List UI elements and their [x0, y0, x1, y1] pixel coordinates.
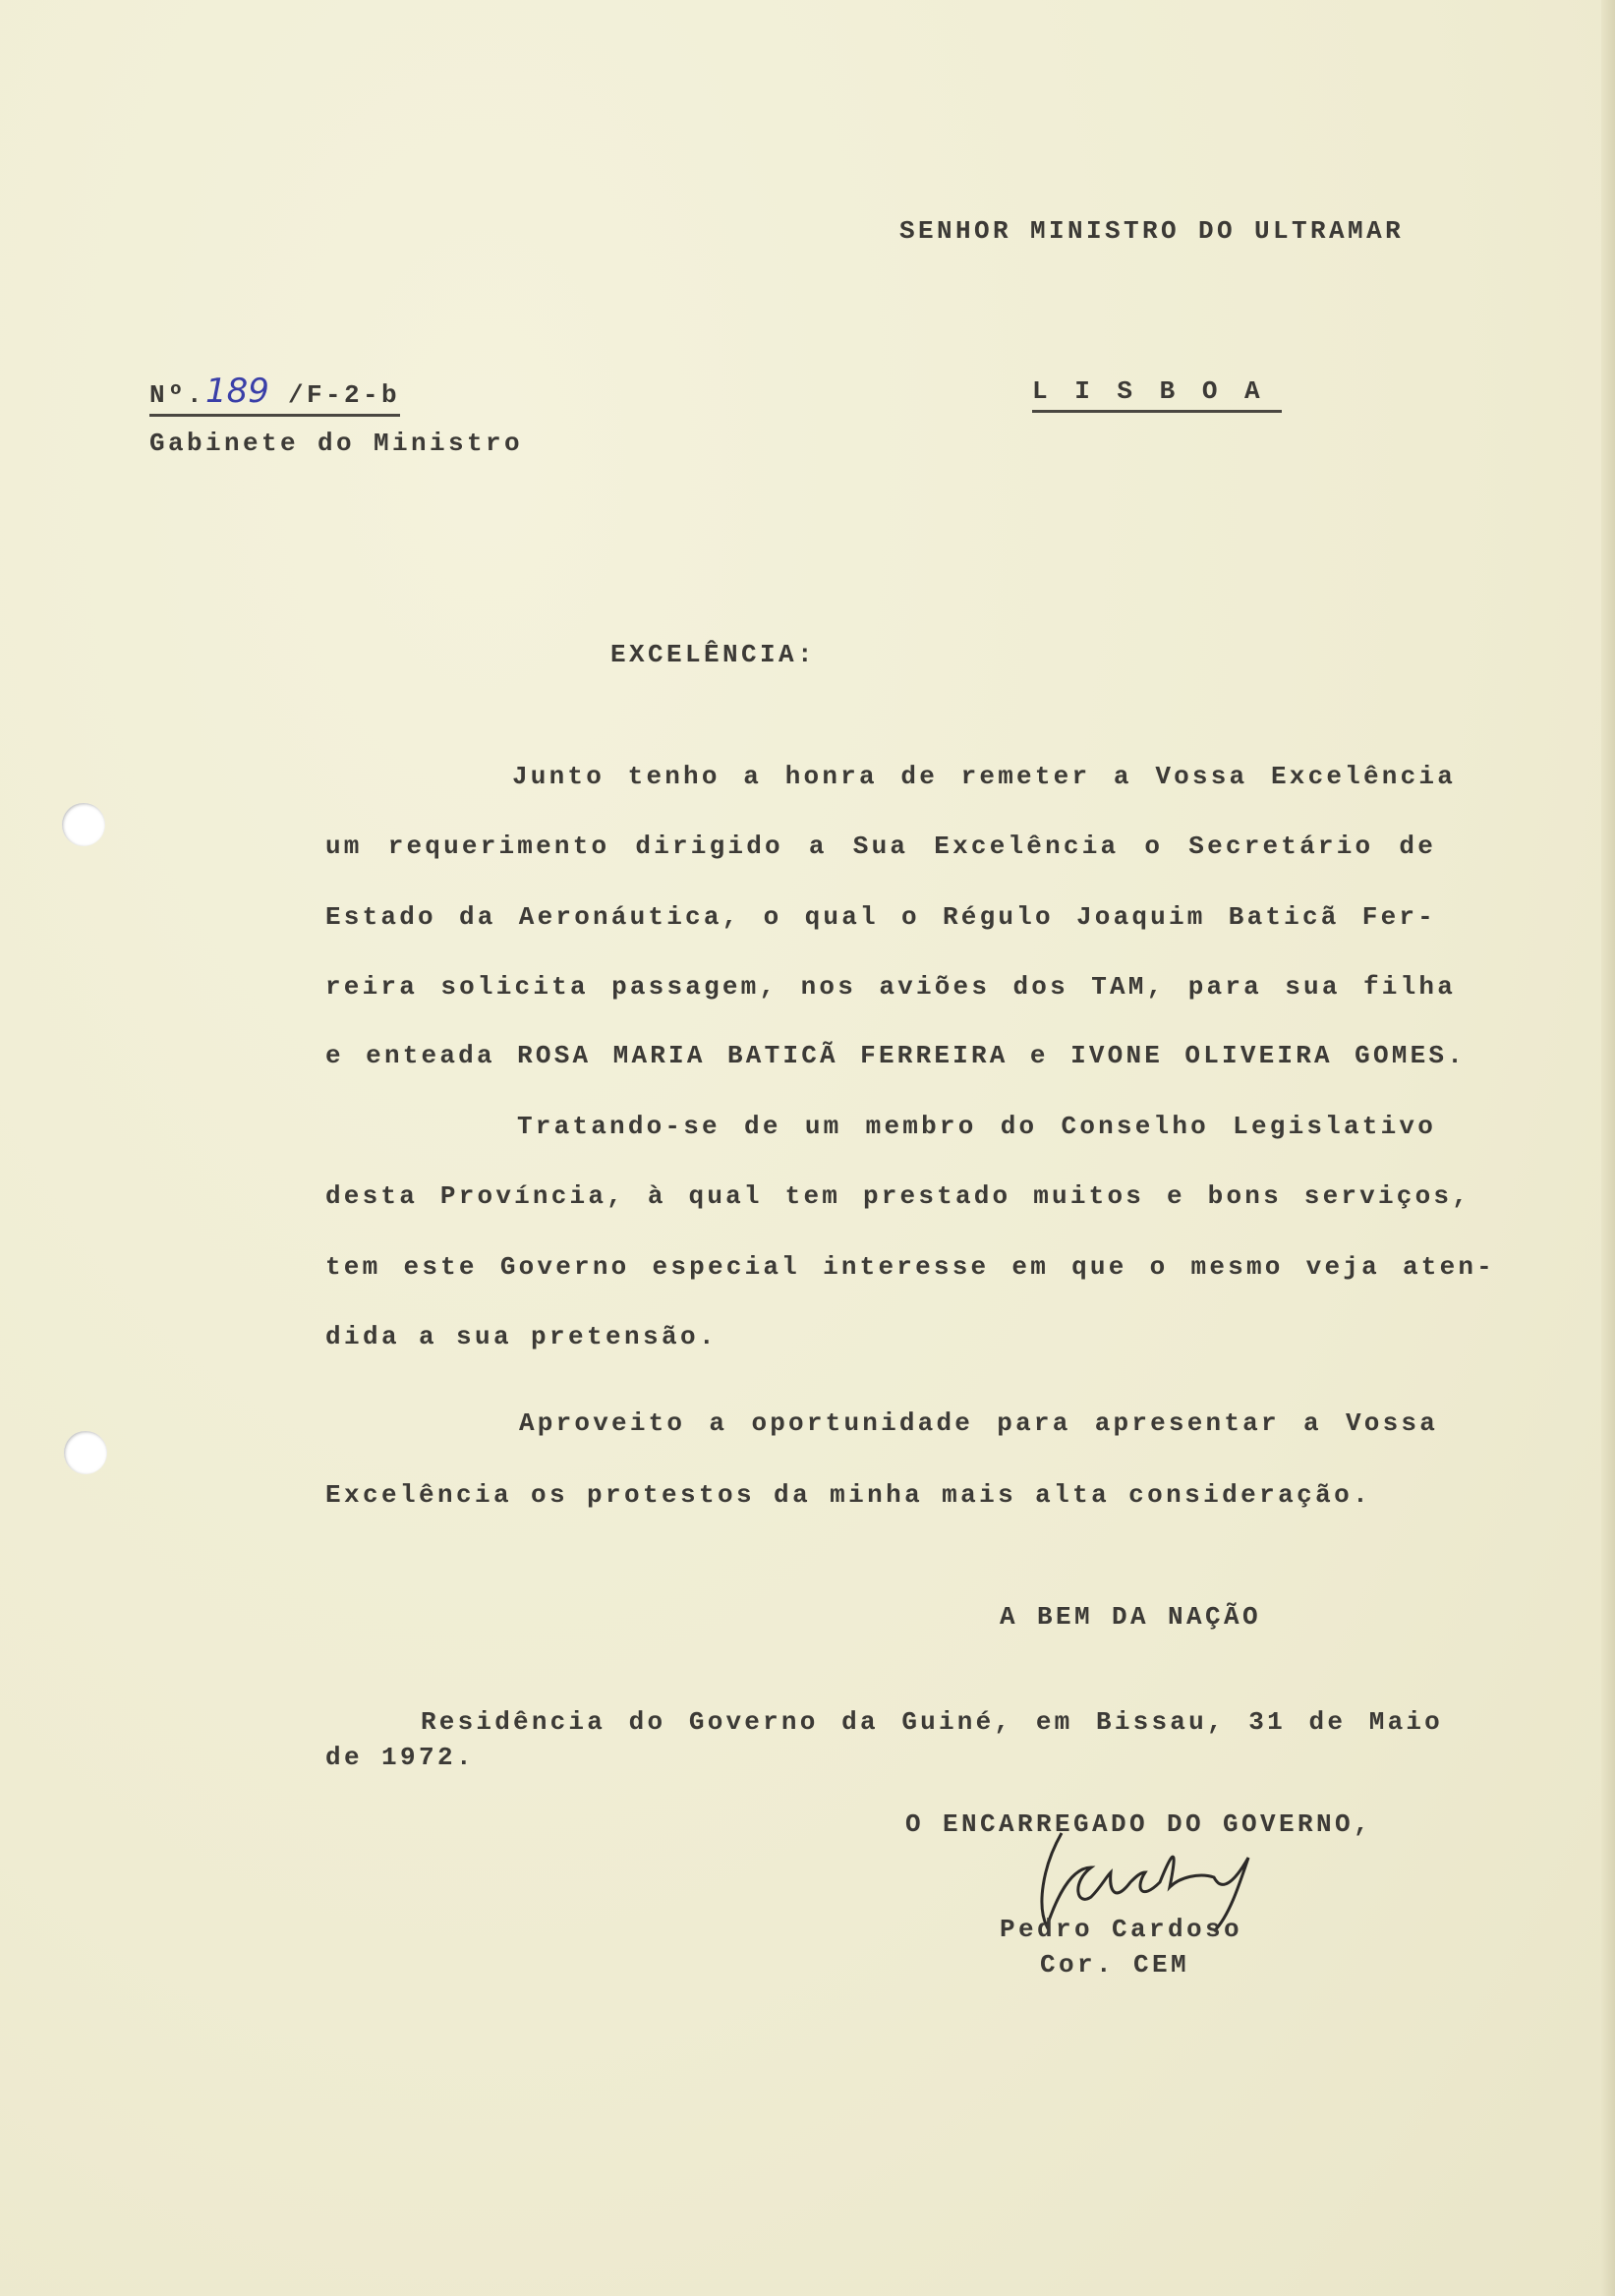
- handwritten-number: 189: [205, 372, 269, 411]
- place-date-year: de 1972.: [325, 1743, 476, 1772]
- city: L I S B O A: [1032, 375, 1282, 413]
- body-line: Junto tenho a honra de remeter a Vossa Excelência: [512, 762, 1456, 791]
- signatory-name: Pedro Cardoso: [1000, 1915, 1243, 1944]
- body-line: reira solicita passagem, nos aviões dos TAM, para sua filha: [325, 972, 1456, 1002]
- body-line: um requerimento dirigido a Sua Excelência o Secretário de: [325, 832, 1436, 861]
- body-line: e enteada ROSA MARIA BATICÃ FERREIRA e IVONE OLIVEIRA GOMES.: [325, 1041, 1466, 1070]
- body-line: Excelência os protestos da minha mais alta consideração.: [325, 1480, 1372, 1510]
- punch-hole: [64, 1431, 107, 1474]
- reference-suffix: /F-2-b: [287, 380, 400, 410]
- reference-prefix: Nº.: [149, 380, 206, 410]
- reference-number: [149, 372, 400, 417]
- body-line: tem este Governo especial interesse em que o mesmo veja aten-: [325, 1252, 1495, 1282]
- body-line: Estado da Aeronáutica, o qual o Régulo Joaquim Baticã Fer-: [325, 902, 1436, 932]
- punch-hole: [62, 803, 105, 846]
- signatory-rank: Cor. CEM: [1040, 1950, 1190, 1980]
- paper-edge: [1601, 0, 1615, 2296]
- body-line: Aproveito a oportunidade para apresentar a Vossa: [519, 1408, 1438, 1438]
- place-date: Residência do Governo da Guiné, em Bissau, 31 de Maio: [421, 1707, 1443, 1737]
- salutation: EXCELÊNCIA:: [610, 640, 817, 669]
- body-line: desta Província, à qual tem prestado muitos e bons serviços,: [325, 1181, 1471, 1211]
- body-line: dida a sua pretensão.: [325, 1322, 719, 1351]
- body-line: Tratando-se de um membro do Conselho Legislativo: [517, 1112, 1436, 1141]
- addressee: SENHOR MINISTRO DO ULTRAMAR: [899, 216, 1405, 246]
- office: Gabinete do Ministro: [149, 429, 524, 458]
- motto: A BEM DA NAÇÃO: [1000, 1602, 1262, 1632]
- signatory-title: O ENCARREGADO DO GOVERNO,: [905, 1809, 1373, 1839]
